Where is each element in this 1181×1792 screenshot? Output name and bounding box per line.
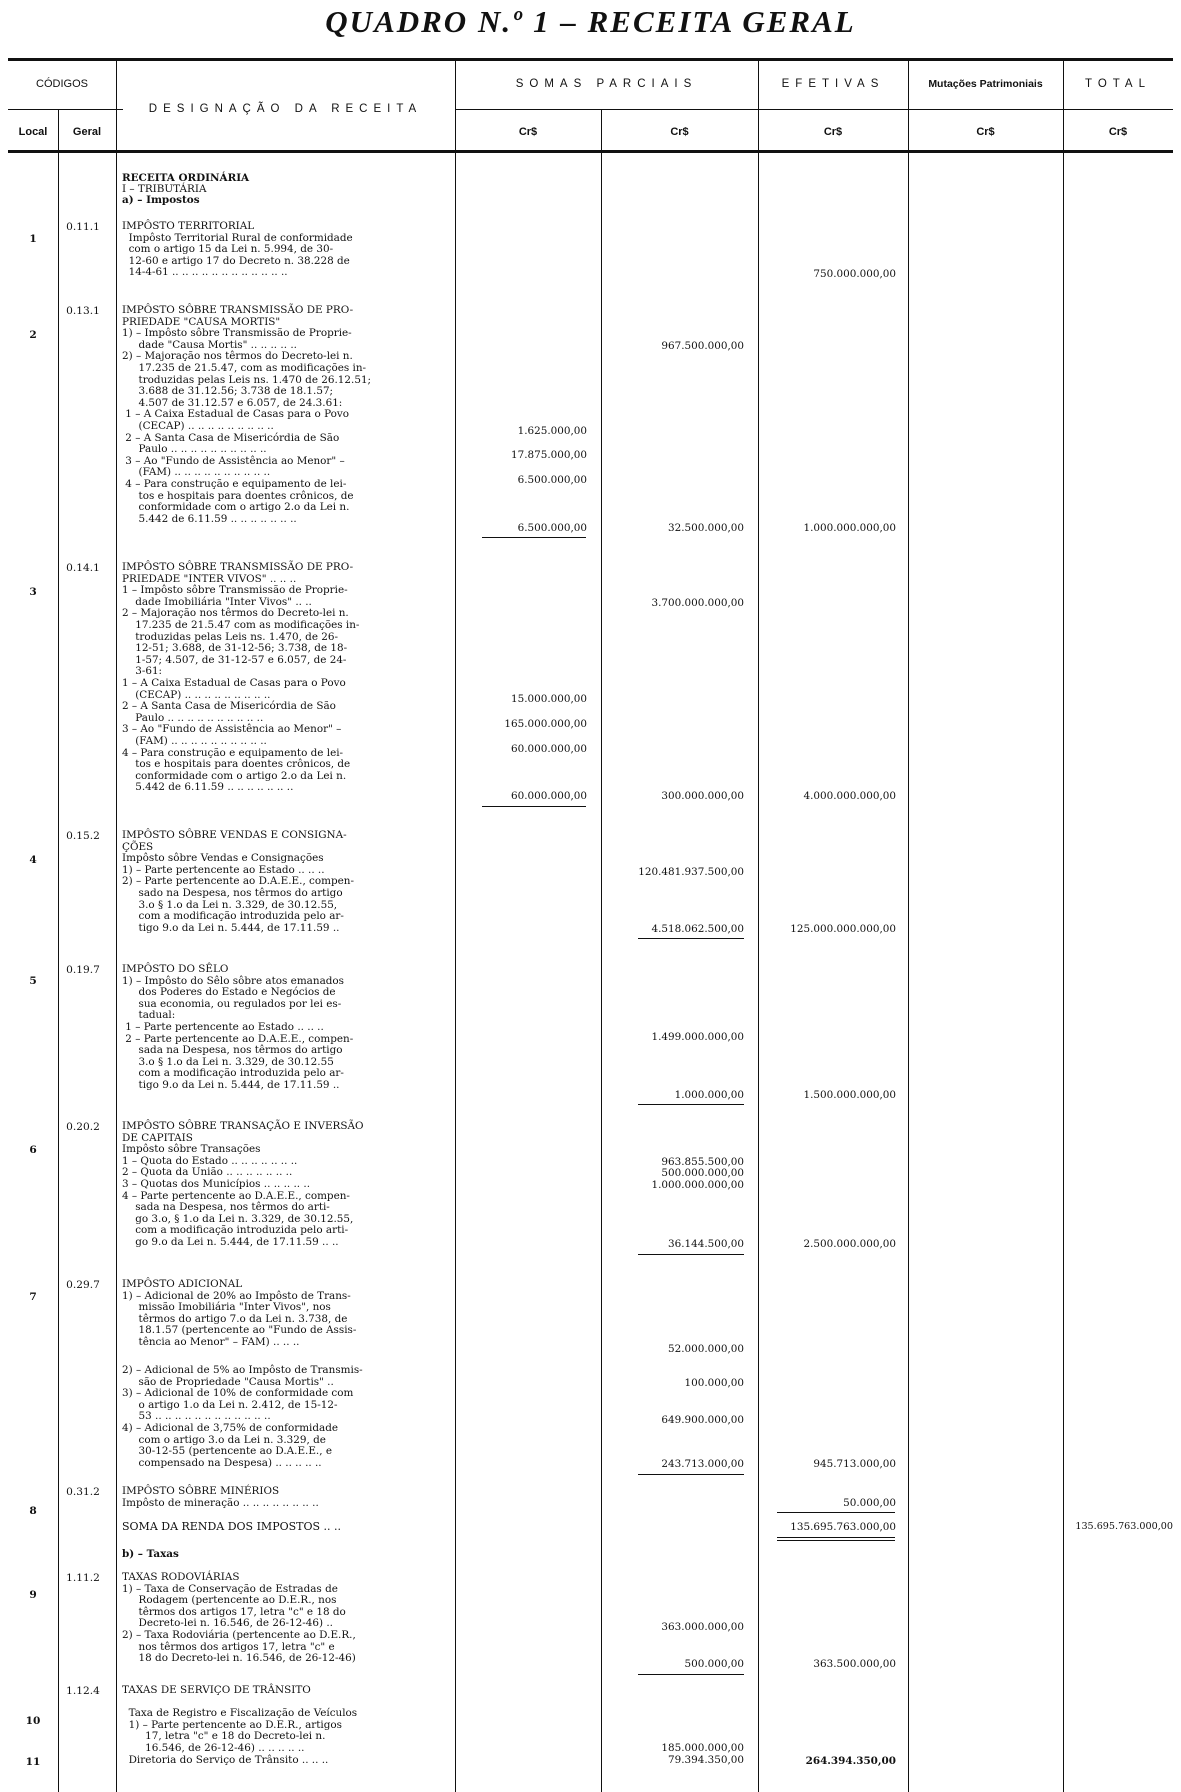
item-10-sp2-1: 185.000.000,00 bbox=[661, 1742, 744, 1754]
item-2-sp2-a: 967.500.000,00 bbox=[661, 340, 744, 352]
item-3-sp-4: 60.000.000,00 bbox=[510, 790, 587, 802]
item-9-sp2-underline bbox=[638, 1674, 744, 1675]
item-3-text: IMPÔSTO SÔBRE TRANSMISSÃO DE PRO- PRIEDADE "INTER VIVOS" .. .. .. 1 – Impôsto sôbre Transmissão de Proprie- dade Imobiliária "Inter Vivos" .. .. 2 – Majoração nos têrmos do Decreto-lei n. 17.235 de 21.5.47 com as modificações in- troduzidas pelas Leis ns. 1.470, de 26- 12-51; 3.688, de 31-12-56; 3.738, de 18- 1-57; 4.507, de 31-12-57 e 6.057, de 24- 3-61: 1 – A Caixa Estadual de Casas para o Povo (CECAP) .. .. .. .. .. .. .. .. .. 2 – A Santa Casa de Misericórdia de São Paulo .. .. .. .. .. .. .. .. .. .. 3 – Ao "Fundo de Assistência ao Menor" – (FAM) .. .. .. .. .. .. .. .. .. .. 4 – Para construção e equipamento de lei- tos e hospitais para doentes crônicos, de conformidade com o artigo 2.o da Lei n. 5.442 de 6.11.59 .. .. .. .. .. .. .. bbox=[122, 561, 360, 794]
item-5-text: IMPÔSTO DO SÊLO 1) – Impôsto do Sêlo sôbre atos emanados dos Poderes do Estado e Negócios de sua economia, ou regulados por lei es- tadual: 1 – Parte pertencente ao Estado .. .. .. 2 – Parte pertencente ao D.A.E.E., compen- sada na Despesa, nos têrmos do artigo 3.o § 1.o da Lei n. 3.329, de 30.12.55 com a modificação introduzida pelo ar- tigo 9.o da Lei n. 5.444, de 17.11.59 .. bbox=[122, 963, 354, 1091]
item-4-local: 4 bbox=[29, 854, 37, 866]
item-3-sp-2: 165.000.000,00 bbox=[504, 718, 587, 730]
section-tributaria: I – TRIBUTÁRIA bbox=[122, 183, 207, 195]
col-rule-tot bbox=[1063, 61, 1064, 1792]
header-efetivas: EFETIVAS bbox=[781, 78, 885, 90]
item-11-sp2-1: 79.394.350,00 bbox=[667, 1754, 744, 1766]
item-3-geral: 0.14.1 bbox=[66, 562, 100, 574]
item-6-sp2-1: 963.855.500,00 bbox=[661, 1156, 744, 1168]
section-impostos: a) – Impostos bbox=[122, 194, 200, 206]
col-rule-mut bbox=[908, 61, 909, 1792]
item-4-text: IMPÔSTO SÔBRE VENDAS E CONSIGNA- ÇÕES Impôsto sôbre Vendas e Consignações 1) – Parte pertencente ao Estado .. .. .. 2) – Parte pertencente ao D.A.E.E., compen- sado na Despesa, nos têrmos do artigo 3.o § 1.o da Lei n. 3.329, de 30.12.55, com a modificação introduzida pelo ar- tigo 9.o da Lei n. 5.444, de 17.11.59 .. bbox=[122, 829, 354, 934]
item-2-sp-2: 17.875.000,00 bbox=[510, 449, 587, 461]
item-2-sp-3: 6.500.000,00 bbox=[517, 474, 587, 486]
item-9-local: 9 bbox=[29, 1589, 37, 1601]
col-rule-sp bbox=[601, 109, 602, 1792]
item-3-sp-3: 60.000.000,00 bbox=[510, 743, 587, 755]
soma-label: SOMA DA RENDA DOS IMPOSTOS .. .. bbox=[122, 1520, 342, 1533]
page-title: QUADRO N.º 1 – RECEITA GERAL bbox=[325, 4, 856, 39]
item-6-efetivas: 2.500.000.000,00 bbox=[803, 1238, 896, 1250]
item-7-efetivas: 945.713.000,00 bbox=[813, 1458, 896, 1470]
header-currency-mut: Cr$ bbox=[976, 126, 995, 138]
item-1-efetivas: 750.000.000,00 bbox=[813, 268, 896, 280]
item-11-text: Diretoria do Serviço de Trânsito .. .. .. bbox=[122, 1754, 329, 1766]
item-5-sp2-underline bbox=[638, 1104, 744, 1105]
item-11-efetivas: 264.394.350,00 bbox=[805, 1755, 896, 1767]
item-7-local: 7 bbox=[29, 1291, 37, 1303]
section-ordinaria: RECEITA ORDINÁRIA bbox=[122, 172, 250, 184]
item-7-geral: 0.29.7 bbox=[66, 1279, 100, 1291]
item-8-geral: 0.31.2 bbox=[66, 1486, 100, 1498]
item-10-geral: 1.12.4 bbox=[66, 1685, 100, 1697]
item-6-sp2-3: 1.000.000.000,00 bbox=[651, 1179, 744, 1191]
col-rule-geral bbox=[116, 61, 117, 1792]
header-currency-ef: Cr$ bbox=[823, 126, 843, 138]
item-9-sp2-1: 363.000.000,00 bbox=[661, 1621, 744, 1633]
item-6-sp2-4: 36.144.500,00 bbox=[667, 1238, 744, 1250]
section-taxas: b) – Taxas bbox=[122, 1548, 179, 1560]
item-6-geral: 0.20.2 bbox=[66, 1121, 100, 1133]
item-3-sp-underline bbox=[482, 806, 586, 807]
soma-double-underline bbox=[777, 1537, 895, 1541]
item-7-text-1: IMPÔSTO ADICIONAL 1) – Adicional de 20% ao Impôsto de Trans- missão Imobiliária "Inter Vivos", nos têrmos do artigo 7.o da Lei n. 3.738, de 18.1.57 (pertencente ao "Fundo de Assis- tência ao Menor" – FAM) .. .. .. bbox=[122, 1278, 357, 1348]
header-designacao: DESIGNAÇÃO DA RECEITA bbox=[148, 103, 423, 115]
item-2-local: 2 bbox=[29, 329, 37, 341]
header-local: Local bbox=[18, 126, 48, 138]
col-rule-ef bbox=[758, 61, 759, 1792]
item-6-sp2-2: 500.000.000,00 bbox=[661, 1167, 744, 1179]
item-5-local: 5 bbox=[29, 975, 37, 987]
item-7-text-2: 2) – Adicional de 5% ao Impôsto de Transmis- são de Propriedade "Causa Mortis" .. 3) – Adicional de 10% de conformidade com o artigo 1.o da Lei n. 2.412, de 15-12- 53 .. .. .. .. .. .. .. .. .. .. .. .. 4) – Adicional de 3,75% de conformidade com o artigo 3.o da Lei n. 3.329, de 30-12-55 (pertencente ao D.A.E.E., e compensado na Despesa) .. .. .. .. .. bbox=[122, 1364, 363, 1469]
item-3-sp-1: 15.000.000,00 bbox=[510, 693, 587, 705]
col-rule-desig bbox=[455, 61, 456, 1792]
item-8-ef-underline bbox=[777, 1512, 895, 1513]
item-6-text: IMPÔSTO SÔBRE TRANSAÇÃO E INVERSÃO DE CAPITAIS Impôsto sôbre Transações 1 – Quota do Estado .. .. .. .. .. .. .. 2 – Quota da União .. .. .. .. .. .. .. 3 – Quotas dos Municípios .. .. .. .. .. 4 – Parte pertencente ao D.A.E.E., compen- sada na Despesa, nos têrmos do arti- go 3.o, § 1.o da Lei n. 3.329, de 30.12.55, com a modificação introduzida pelo arti- go 9.o da Lei n. 5.444, de 17.11.59 .. .. bbox=[122, 1120, 364, 1248]
col-rule-left-body bbox=[58, 153, 59, 1792]
item-11-local: 11 bbox=[25, 1756, 41, 1768]
item-8-efetivas: 50.000,00 bbox=[843, 1497, 896, 1509]
soma-total: 135.695.763.000,00 bbox=[1075, 1521, 1173, 1532]
header-mid-rule bbox=[8, 109, 123, 110]
item-6-local: 6 bbox=[29, 1144, 37, 1156]
item-8-text: IMPÔSTO SÔBRE MINÉRIOS Impôsto de mineração .. .. .. .. .. .. .. .. bbox=[122, 1485, 319, 1509]
item-5-sp2-b: 1.000.000,00 bbox=[674, 1089, 744, 1101]
header-bottom-rule bbox=[8, 150, 1173, 153]
item-1-text: IMPÔSTO TERRITORIAL Impôsto Territorial Rural de conformidade com o artigo 15 da Lei n. 5.994, de 30- 12-60 e artigo 17 do Decreto n. 38.228 de 14-4-61 .. .. .. .. .. .. .. .. .. .. .. .. bbox=[122, 220, 353, 279]
item-2-text: IMPÔSTO SÔBRE TRANSMISSÃO DE PRO- PRIEDADE "CAUSA MORTIS" 1) – Impôsto sôbre Transmissão de Proprie- dade "Causa Mortis" .. .. .. .. .. 2) – Majoração nos têrmos do Decreto-lei n. 17.235 de 21.5.47, com as modificações in- troduzidas pelas Leis ns. 1.470 de 26.12.51; 3.688 de 31.12.56; 3.738 de 18.1.57; 4.507 de 31.12.57 e 6.057, de 24.3.61: 1 – A Caixa Estadual de Casas para o Povo (CECAP) .. .. .. .. .. .. .. .. .. 2 – A Santa Casa de Misericórdia de São Paulo .. .. .. .. .. .. .. .. .. .. 3 – Ao "Fundo de Assistência ao Menor" – (FAM) .. .. .. .. .. .. .. .. .. .. 4 – Para construção e equipamento de lei- tos e hospitais para doentes crônicos, de conformidade com o artigo 2.o da Lei n. 5.442 de 6.11.59 .. .. .. .. .. .. .. bbox=[122, 304, 372, 525]
soma-efetivas: 135.695.763.000,00 bbox=[790, 1521, 896, 1533]
item-7-sp2-4: 243.713.000,00 bbox=[661, 1458, 744, 1470]
header-geral: Geral bbox=[72, 126, 102, 138]
item-2-sp-4: 6.500.000,00 bbox=[517, 522, 587, 534]
item-3-efetivas: 4.000.000.000,00 bbox=[803, 790, 896, 802]
item-9-sp2-2: 500.000,00 bbox=[684, 1658, 744, 1670]
header-total: TOTAL bbox=[1085, 78, 1151, 90]
item-9-geral: 1.11.2 bbox=[66, 1572, 100, 1584]
item-9-efetivas: 363.500.000,00 bbox=[813, 1658, 896, 1670]
item-5-efetivas: 1.500.000.000,00 bbox=[803, 1089, 896, 1101]
header-currency-sp2: Cr$ bbox=[670, 126, 689, 138]
item-2-sp-underline bbox=[482, 537, 586, 538]
item-10-text: TAXAS DE SERVIÇO DE TRÂNSITO Taxa de Registro e Fiscalização de Veículos 1) – Parte pertencente ao D.E.R., artigos 17, letra "c" e 18 do Decreto-lei n. 16.546, de 26-12-46) .. .. .. .. .. bbox=[122, 1684, 358, 1754]
item-7-sp2-3: 649.900.000,00 bbox=[661, 1414, 744, 1426]
item-5-geral: 0.19.7 bbox=[66, 964, 100, 976]
item-2-sp-1: 1.625.000,00 bbox=[517, 425, 587, 437]
header-sub-rule bbox=[455, 109, 1173, 110]
item-7-sp2-underline bbox=[638, 1474, 744, 1475]
item-4-efetivas: 125.000.000.000,00 bbox=[790, 923, 896, 935]
header-top-rule bbox=[8, 58, 1173, 61]
item-5-sp2-a: 1.499.000.000,00 bbox=[651, 1031, 744, 1043]
item-1-geral: 0.11.1 bbox=[66, 221, 100, 233]
header-somas-parciais: SOMAS PARCIAIS bbox=[515, 78, 698, 90]
item-4-sp2-underline bbox=[638, 938, 744, 939]
header-currency-tot: Cr$ bbox=[1108, 126, 1128, 138]
item-8-local: 8 bbox=[29, 1505, 37, 1517]
item-10-local: 10 bbox=[25, 1715, 41, 1727]
item-2-efetivas: 1.000.000.000,00 bbox=[803, 522, 896, 534]
item-2-geral: 0.13.1 bbox=[66, 305, 100, 317]
item-7-sp2-2: 100.000,00 bbox=[684, 1377, 744, 1389]
item-9-text: TAXAS RODOVIÁRIAS 1) – Taxa de Conservação de Estradas de Rodagem (pertencente ao D.E.R., nos têrmos dos artigos 17, letra "c" e 18 do Decreto-lei n. 16.546, de 26-12-46) .. 2) – Taxa Rodoviária (pertencente ao D.E.R., nos têrmos dos artigos 17, letra "c" e 18 do Decreto-lei n. 16.546, de 26-12-46) bbox=[122, 1571, 356, 1665]
item-7-sp2-1: 52.000.000,00 bbox=[667, 1343, 744, 1355]
item-3-sp2-b: 300.000.000,00 bbox=[661, 790, 744, 802]
item-3-sp2-a: 3.700.000.000,00 bbox=[651, 597, 744, 609]
header-mutacoes: Mutações Patrimoniais bbox=[928, 78, 1043, 90]
item-4-sp2-b: 4.518.062.500,00 bbox=[651, 923, 744, 935]
item-1-local: 1 bbox=[29, 233, 37, 245]
item-3-local: 3 bbox=[29, 586, 37, 598]
item-2-sp2-b: 32.500.000,00 bbox=[667, 522, 744, 534]
item-4-geral: 0.15.2 bbox=[66, 830, 100, 842]
item-4-sp2-a: 120.481.937.500,00 bbox=[638, 866, 744, 878]
header-currency-sp1: Cr$ bbox=[518, 126, 538, 138]
item-6-sp2-underline bbox=[638, 1254, 744, 1255]
header-codigos: CÓDIGOS bbox=[36, 78, 88, 90]
